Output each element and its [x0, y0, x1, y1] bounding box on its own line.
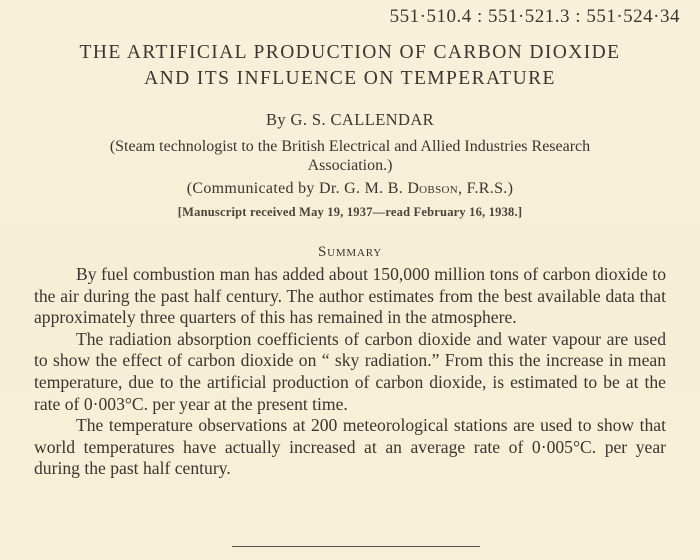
communicated-prefix: (Communicated by Dr. G. M. B. — [186, 180, 408, 197]
summary-heading: Summary — [317, 244, 383, 260]
manuscript-note: [Manuscript received May 19, 1937—read February 16, 1938.] — [177, 205, 523, 219]
communicated-suffix: , F.R.S.) — [457, 180, 514, 197]
udc-classification: 551·510.4 : 551·521.3 : 551·524·34 — [389, 6, 680, 27]
communicated-by — [0, 180, 700, 198]
summary-paragraph: The radiation absorption coefficients of carbon dioxide and water vapour are used to show the effect of carbon dioxide on “ sky radiation.” From this the increase in mean temperature, due to the artificial production of carbon dioxide, is estimated to be at the rate of 0·003°C. per year at the present time. — [34, 328, 666, 414]
author-affiliation — [0, 137, 700, 175]
title-line-1: THE ARTIFICIAL PRODUCTION OF CARBON DIOXIDE — [79, 42, 621, 63]
article-title — [0, 40, 700, 92]
summary-body — [34, 264, 666, 480]
title-line-2: AND ITS INFLUENCE ON TEMPERATURE — [144, 68, 556, 89]
communicator-name: Dobson — [407, 180, 458, 197]
section-divider — [232, 546, 480, 547]
summary-paragraph: By fuel combustion man has added about 150,000 million tons of carbon dioxide to the air during the past half century. The author estimates from the best available data that approximately three quarters of this has remained in the atmosphere. — [34, 264, 666, 328]
author-byline: By G. S. CALLENDAR — [265, 110, 435, 129]
affiliation-text: (Steam technologist to the British Electrical and Allied Industries Research Association.) — [109, 138, 591, 174]
summary-paragraph: The temperature observations at 200 meteorological stations are used to show that world temperatures have actually increased at an average rate of 0·005°C. per year during the past half century. — [34, 415, 666, 479]
